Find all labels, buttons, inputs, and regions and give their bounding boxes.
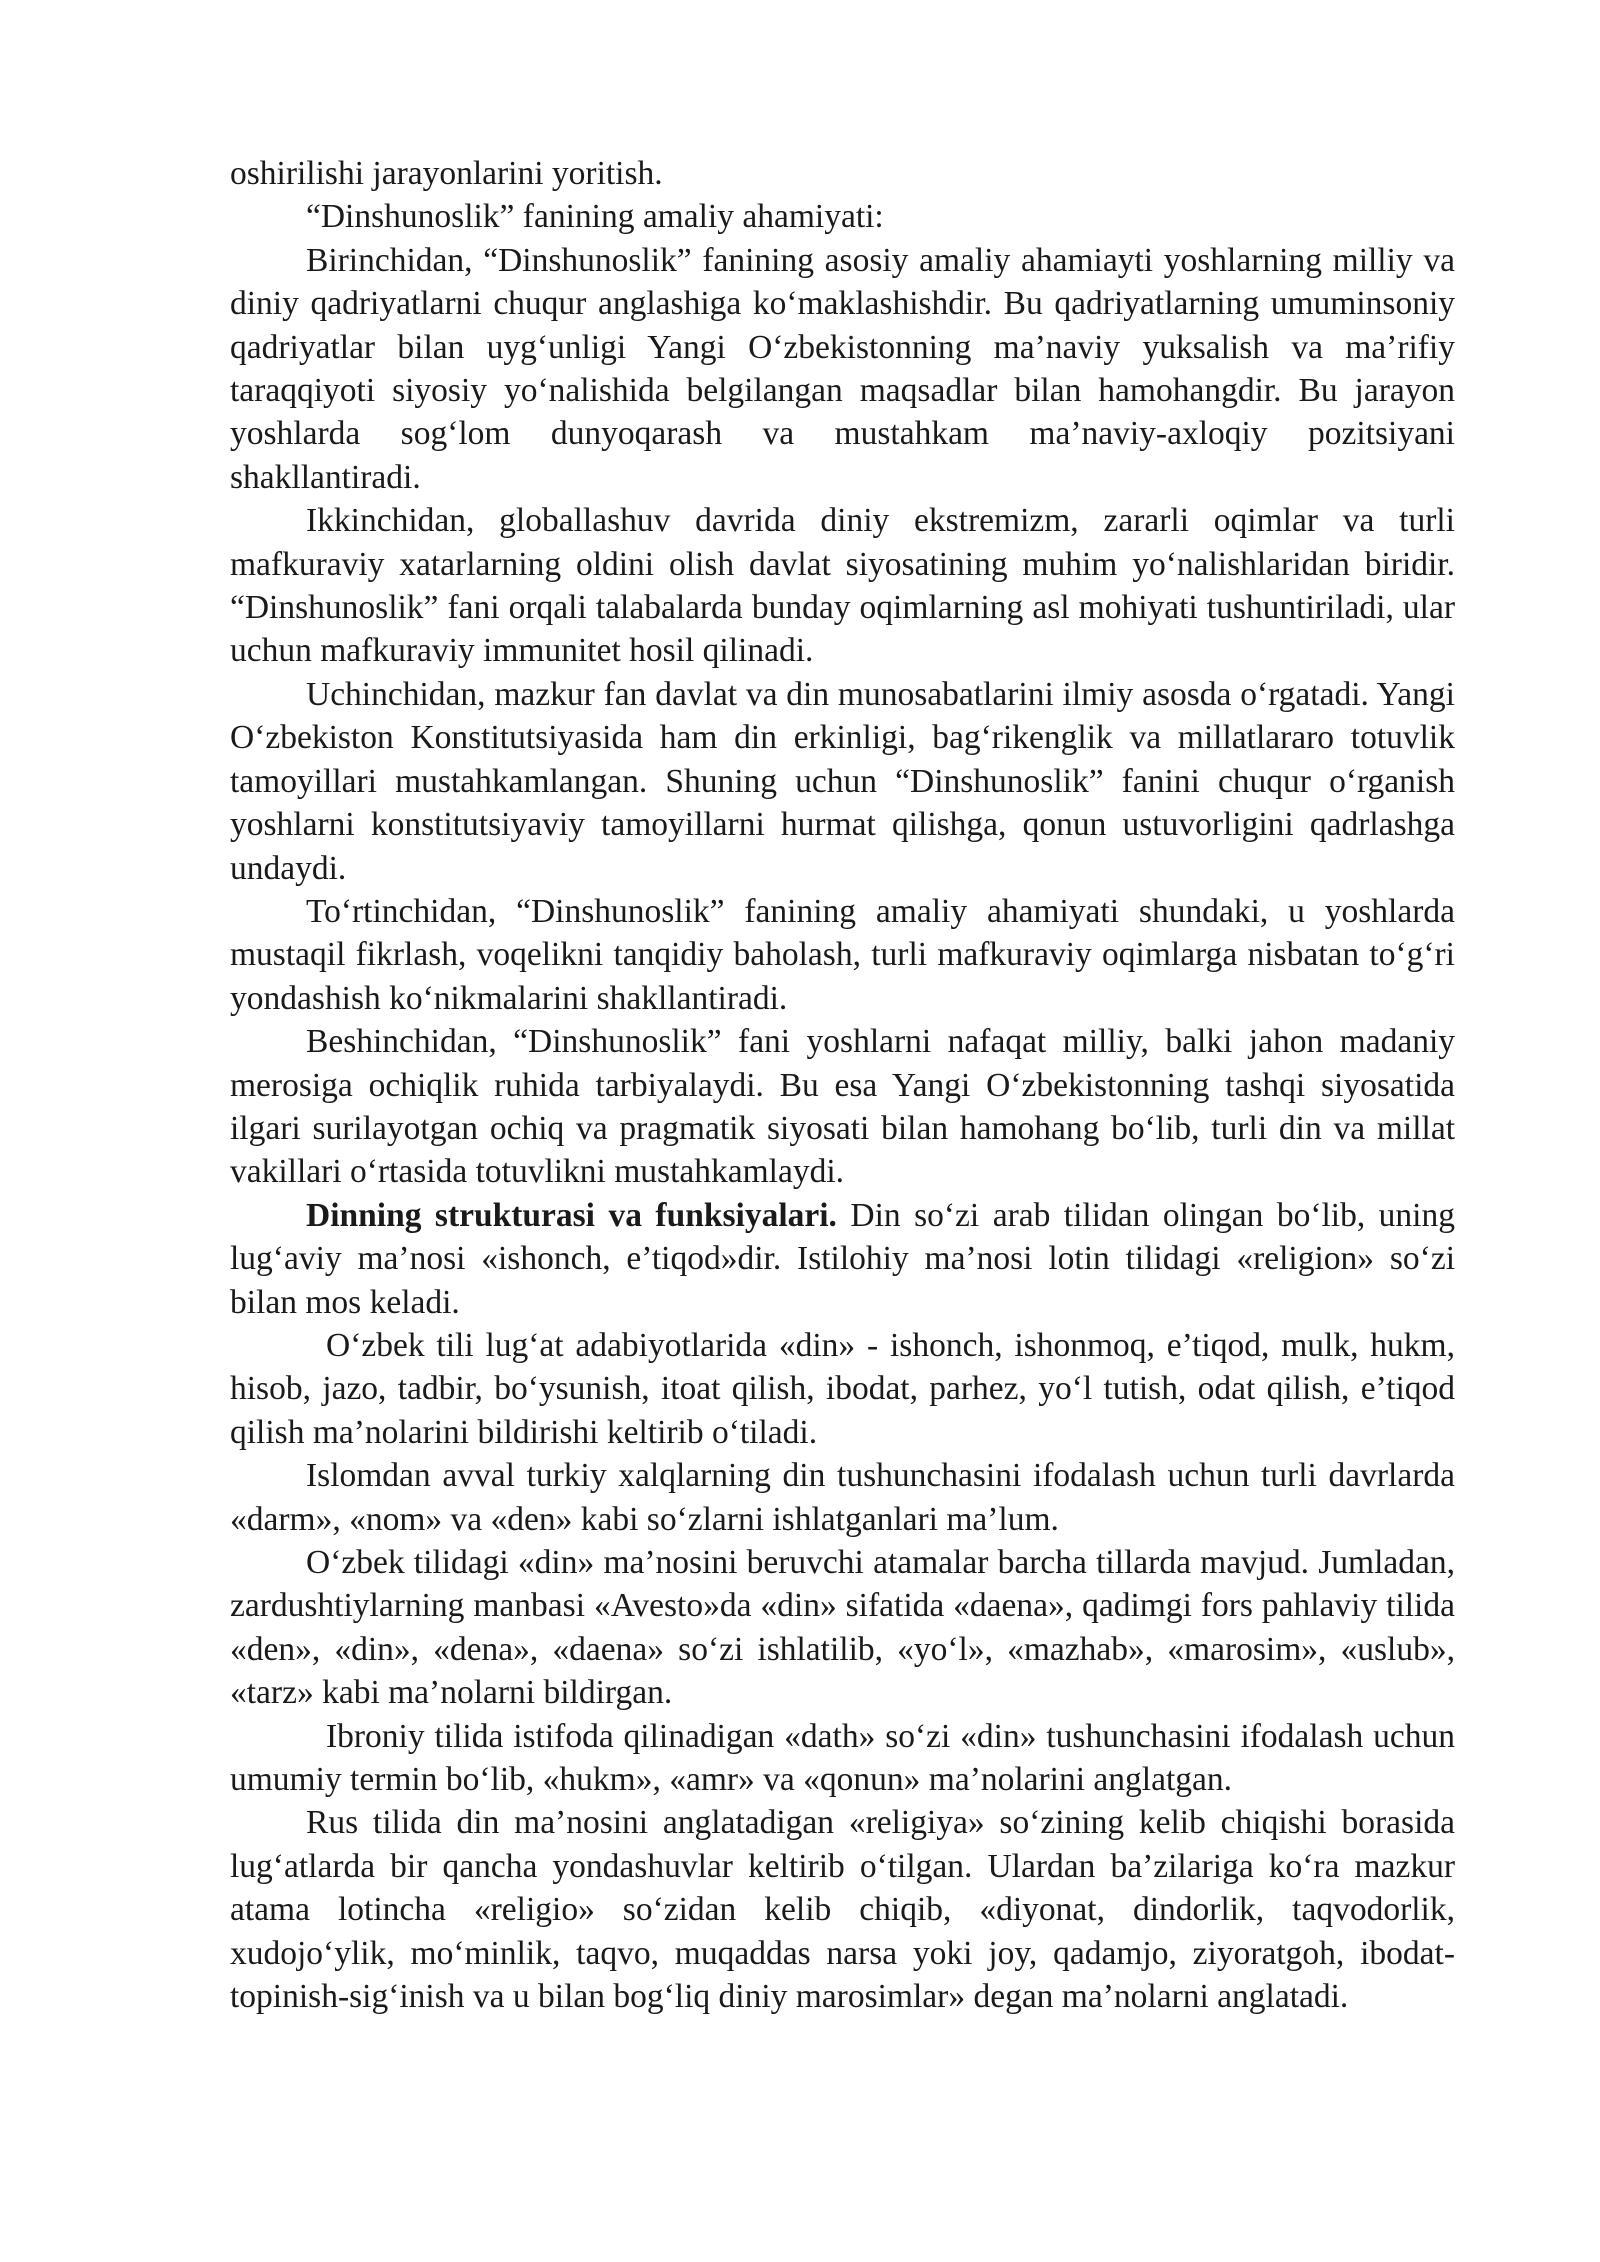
paragraph-second: Ikkinchidan, globallashuv davrida diniy ekstremizm, zararli oqimlar va turli mafkuraviy xatarlarning oldini olish davlat siyosatining muhim yo‘nalishlaridan biridir. “Dinshunoslik” fani orqali talabalarda bunday oqimlarning asl mohiyati tushuntiriladi, ular uchun mafkuraviy immunitet hosil qilinadi. bbox=[230, 502, 1455, 670]
paragraph-fifth: Beshinchidan, “Dinshunoslik” fani yoshlarni nafaqat milliy, balki jahon madaniy merosiga ochiqlik ruhida tarbiyalaydi. Bu esa Yangi O‘zbekistonning tashqi siyosatida ilgari surilayotgan ochiq va pragmatik siyosati bilan hamohang bo‘lib, turli din va millat vakillari o‘rtasida totuvlikni mustahkamlaydi. bbox=[230, 1023, 1455, 1191]
paragraph-hebrew: Ibroniy tilida istifoda qilinadigan «dath» so‘zi «din» tushunchasini ifodalash uchun umumiy termin bo‘lib, «hukm», «amr» va «qonun» ma’nolarini anglatgan. bbox=[230, 1717, 1455, 1799]
paragraph-heading-practical-importance: “Dinshunoslik” fanining amaliy ahamiyati: bbox=[306, 198, 884, 236]
paragraph-other-languages: O‘zbek tilidagi «din» ma’nosini beruvchi atamalar barcha tillarda mavjud. Jumladan, zardushtiylarning manbasi «Avesto»da «din» sifatida «daena», qadimgi fors pahlaviy tilida «den», «din», «dena», «daena» so‘zi ishlatilib, «yo‘l», «mazhab», «marosim», «uslub», «tarz» kabi ma’nolarni bildirgan. bbox=[230, 1544, 1455, 1712]
paragraph-third: Uchinchidan, mazkur fan davlat va din munosabatlarini ilmiy asosda o‘rgatadi. Yangi O‘zbekiston Konstitutsiyasida ham din erkinligi, bag‘rikenglik va millatlararo totuvlik tamoyillari mustahkamlangan. Shuning uchun “Dinshunoslik” fanini chuqur o‘rganish yoshlarni konstitutsiyaviy tamoyillarni hurmat qilishga, qonun ustuvorligini qadrlashga undaydi. bbox=[230, 675, 1455, 887]
paragraph-uzbek-dictionary: O‘zbek tili lug‘at adabiyotlarida «din» - ishonch, ishonmoq, e’tiqod, mulk, hukm, hisob, jazo, tadbir, bo‘ysunish, itoat qilish, ibodat, parhez, yo‘l tutish, odat qilish, e’tiqod qilish ma’nolarini bildirishi keltirib o‘tiladi. bbox=[230, 1326, 1455, 1451]
body-text bbox=[230, 152, 1455, 2018]
paragraph-russian: Rus tilida din ma’nosini anglatadigan «religiya» so‘zining kelib chiqishi borasida lug‘atlarda bir qancha yondashuvlar keltirib o‘tilgan. Ulardan ba’zilariga ko‘ra mazkur atama lotincha «religio» so‘zidan kelib chiqib, «diyonat, dindorlik, taqvodorlik, xudojo‘ylik, mo‘minlik, taqvo, muqaddas narsa yoki joy, qadamjo, ziyoratgoh, ibodat-topinish-sig‘inish va u bilan bog‘liq diniy marosimlar» degan ma’nolarni anglatadi. bbox=[230, 1804, 1455, 2016]
paragraph-fourth: To‘rtinchidan, “Dinshunoslik” fanining amaliy ahamiyati shundaki, u yoshlarda mustaqil fikrlash, voqelikni tanqidiy baholash, turli mafkuraviy oqimlarga nisbatan to‘g‘ri yondashish ko‘nikmalarini shakllantiradi. bbox=[230, 892, 1455, 1017]
section-heading-inline: Dinning strukturasi va funksiyalari. bbox=[306, 1196, 837, 1234]
paragraph-turkic-peoples: Islomdan avval turkiy xalqlarning din tushunchasini ifodalash uchun turli davrlarda «darm», «nom» va «den» kabi so‘zlarni ishlatganlari ma’lum. bbox=[230, 1457, 1455, 1538]
paragraph-religion-structure-text: Din so‘zi arab tilidan olingan bo‘lib, uning lug‘aviy ma’nosi «ishonch, e’tiqod»dir. Istilohiy ma’nosi lotin tilidagi «religion» so‘zi bilan mos keladi. bbox=[230, 1196, 1455, 1321]
paragraph-continuation: oshirilishi jarayonlarini yoritish. bbox=[230, 155, 663, 192]
paragraph-first: Birinchidan, “Dinshunoslik” fanining asosiy amaliy ahamiayti yoshlarning milliy va diniy qadriyatlarni chuqur anglashiga ko‘maklashishdir. Bu qadriyatlarning umuminsoniy qadriyatlar bilan uyg‘unligi Yangi O‘zbekistonning ma’naviy yuksalish va ma’rifiy taraqqiyoti siyosiy yo‘nalishida belgilangan maqsadlar bilan hamohangdir. Bu jarayon yoshlarda sog‘lom dunyoqarash va mustahkam ma’naviy-axloqiy pozitsiyani shakllantiradi. bbox=[230, 241, 1455, 496]
paragraph-religion-structure bbox=[230, 1194, 1455, 1324]
